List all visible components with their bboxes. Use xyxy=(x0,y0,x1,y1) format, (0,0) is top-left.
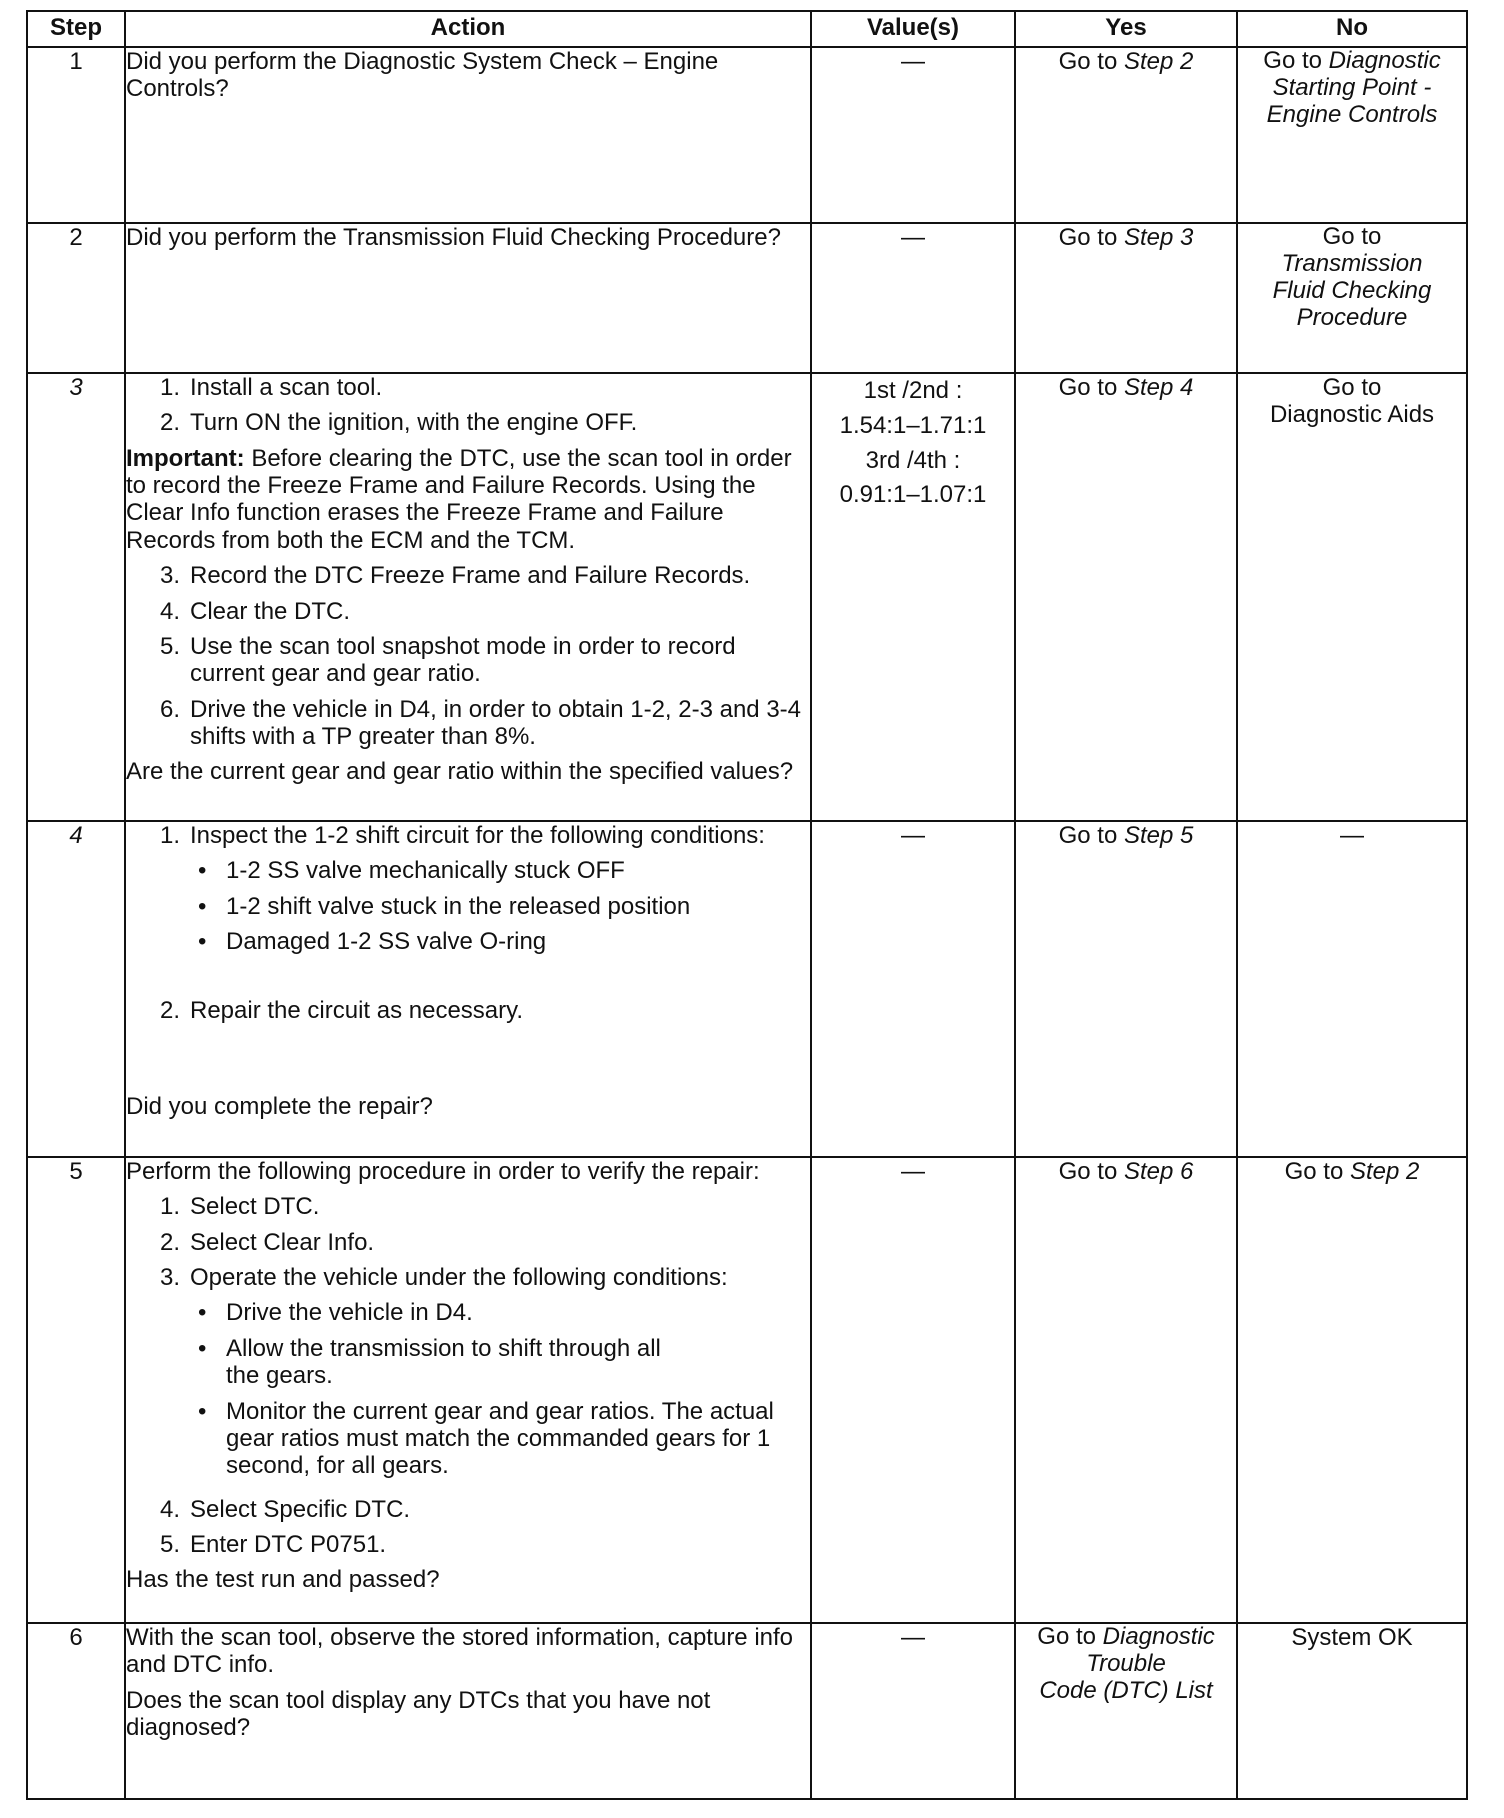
list-text: Drive the vehicle in D4, in order to obtain 1-2, 2-3 and 3-4 shifts with a TP greater than 8%. xyxy=(190,695,802,750)
no-link-line-1: Diagnostic xyxy=(1328,47,1441,74)
no-link-line-3: Procedure xyxy=(1296,303,1408,331)
yes-step-link: Step 3 xyxy=(1123,224,1194,251)
bullet-text: Monitor the current gear and gear ratios. The actual gear ratios must match the commanded gears for 1 second, for all gears. xyxy=(226,1397,774,1480)
bullet-icon: • xyxy=(198,1397,207,1425)
step-number: 1 xyxy=(27,47,125,223)
no-prefix: Go to xyxy=(1263,47,1329,74)
value-line: 1.54:1–1.71:1 xyxy=(839,411,987,439)
yes-prefix: Go to xyxy=(1058,224,1124,251)
action-steps-list xyxy=(126,822,810,1025)
list-number: 3. xyxy=(159,562,180,590)
bullet-icon: • xyxy=(198,1299,207,1327)
list-text-wrap xyxy=(190,1264,810,1488)
no-cell: System OK xyxy=(1237,1623,1467,1799)
list-item xyxy=(126,1496,810,1523)
list-number: 1. xyxy=(159,1193,180,1221)
yes-step-link: Step 2 xyxy=(1123,48,1194,75)
action-text xyxy=(125,1157,811,1623)
no-prefix: Go to xyxy=(1284,1158,1350,1185)
action-steps-list xyxy=(126,562,810,750)
value-cell: — xyxy=(811,47,1015,223)
important-label: Important: xyxy=(126,444,245,472)
important-text: Before clearing the DTC, use the scan tool in order to record the Freeze Frame and Failure Records. Using the Clear Info function erases the Freeze Frame and Failure Records from both the ECM and the TCM. xyxy=(126,444,792,554)
table-row xyxy=(27,821,1467,1157)
yes-step-link: Step 5 xyxy=(1123,822,1194,849)
no-link-line-2: Starting Point - xyxy=(1272,73,1432,101)
list-item xyxy=(126,1229,810,1256)
bullet-text: 1-2 SS valve mechanically stuck OFF xyxy=(226,857,625,885)
list-item xyxy=(126,1193,810,1220)
value-cell: — xyxy=(811,223,1015,373)
value-cell: — xyxy=(811,821,1015,1157)
list-text: Inspect the 1-2 shift circuit for the following conditions: xyxy=(190,822,765,849)
value-cell: — xyxy=(811,1623,1015,1799)
list-text: Select Clear Info. xyxy=(190,1228,375,1256)
action-question: Did you complete the repair? xyxy=(126,1092,433,1120)
list-text: Repair the circuit as necessary. xyxy=(190,997,524,1025)
no-cell xyxy=(1237,373,1467,821)
yes-step-link: Step 4 xyxy=(1123,374,1194,401)
bullet-icon: • xyxy=(198,892,207,920)
action-question: Has the test run and passed? xyxy=(126,1566,440,1594)
yes-cell xyxy=(1015,821,1237,1157)
list-item xyxy=(126,409,810,436)
table-row xyxy=(27,373,1467,821)
yes-cell xyxy=(1015,373,1237,821)
value-cell: — xyxy=(811,1157,1015,1623)
action-text xyxy=(125,223,811,373)
value-line: 3rd /4th : xyxy=(865,446,961,474)
list-text: Select Specific DTC. xyxy=(190,1495,411,1523)
action-question: Did you perform the Transmission Fluid Checking Procedure? xyxy=(126,224,781,251)
list-number: 3. xyxy=(159,1264,180,1292)
list-number: 4. xyxy=(159,1495,180,1523)
table-row xyxy=(27,223,1467,373)
step-number: 6 xyxy=(27,1623,125,1799)
list-item xyxy=(126,598,810,625)
step-number: 4 xyxy=(27,821,125,1157)
condition-bullets xyxy=(190,857,810,955)
condition-bullets xyxy=(190,1299,810,1479)
list-number: 4. xyxy=(159,597,180,625)
no-cell: — xyxy=(1237,821,1467,1157)
yes-prefix: Go to xyxy=(1058,822,1124,849)
no-cell xyxy=(1237,223,1467,373)
list-text: Install a scan tool. xyxy=(190,374,383,401)
value-cell xyxy=(811,373,1015,821)
bullet-item xyxy=(190,928,810,955)
list-text: Select DTC. xyxy=(190,1193,320,1221)
list-item xyxy=(126,374,810,401)
action-text xyxy=(125,47,811,223)
bullet-item xyxy=(190,893,810,920)
step-number: 2 xyxy=(27,223,125,373)
list-number: 2. xyxy=(159,997,180,1025)
bullet-item xyxy=(190,857,810,884)
action-steps-list xyxy=(126,1193,810,1558)
bullet-item xyxy=(190,1335,810,1390)
bullet-icon: • xyxy=(198,1334,207,1362)
table-row xyxy=(27,1157,1467,1623)
bullet-text: Damaged 1-2 SS valve O-ring xyxy=(226,928,547,956)
list-item xyxy=(126,1531,810,1558)
bullet-text: Allow the transmission to shift through all the gears. xyxy=(226,1334,661,1390)
yes-prefix: Go to xyxy=(1037,1623,1103,1650)
value-line: 0.91:1–1.07:1 xyxy=(839,481,987,509)
action-question: Are the current gear and gear ratio within the specified values? xyxy=(126,758,794,786)
bullet-text: Drive the vehicle in D4. xyxy=(226,1299,473,1327)
table-row xyxy=(27,1623,1467,1799)
bullet-item xyxy=(190,1299,810,1326)
list-text: Operate the vehicle under the following conditions: xyxy=(190,1264,728,1292)
bullet-icon: • xyxy=(198,857,207,885)
action-intro: Perform the following procedure in order to verify the repair: xyxy=(126,1158,760,1185)
list-number: 5. xyxy=(159,1530,180,1558)
bullet-icon: • xyxy=(198,928,207,956)
diagnostic-table xyxy=(26,10,1468,1800)
list-item xyxy=(126,696,810,751)
list-item xyxy=(126,633,810,688)
list-text: Record the DTC Freeze Frame and Failure Records. xyxy=(190,562,751,590)
list-text: Turn ON the ignition, with the engine OFF. xyxy=(190,409,638,437)
yes-cell xyxy=(1015,1623,1237,1799)
action-question: Does the scan tool display any DTCs that you have not diagnosed? xyxy=(126,1686,711,1742)
no-line-1: Go to xyxy=(1322,374,1382,401)
value-line: 1st /2nd : xyxy=(863,377,963,404)
header-values: Value(s) xyxy=(811,11,1015,47)
list-number: 1. xyxy=(159,374,180,401)
no-line-2: Diagnostic Aids xyxy=(1269,401,1435,429)
yes-link-line-1: Diagnostic xyxy=(1102,1623,1215,1650)
list-item xyxy=(126,1264,810,1488)
action-text xyxy=(125,821,811,1157)
action-instruction: With the scan tool, observe the stored information, capture info and DTC info. xyxy=(126,1624,794,1679)
no-step-link: Step 2 xyxy=(1349,1158,1420,1185)
header-row xyxy=(27,11,1467,47)
yes-cell xyxy=(1015,223,1237,373)
list-text: Clear the DTC. xyxy=(190,597,351,625)
list-text-wrap xyxy=(190,822,810,963)
yes-cell xyxy=(1015,1157,1237,1623)
header-no: No xyxy=(1237,11,1467,47)
list-number: 5. xyxy=(159,632,180,660)
list-number: 6. xyxy=(159,695,180,723)
list-item xyxy=(126,562,810,589)
yes-link-line-3: Code (DTC) List xyxy=(1039,1676,1213,1704)
list-text: Use the scan tool snapshot mode in order to record current gear and gear ratio. xyxy=(190,632,736,688)
yes-prefix: Go to xyxy=(1058,1158,1124,1185)
no-prefix: Go to xyxy=(1322,223,1382,250)
no-link-line-1: Transmission xyxy=(1281,249,1423,277)
list-text: Enter DTC P0751. xyxy=(190,1530,387,1558)
action-question: Did you perform the Diagnostic System Check – Engine Controls? xyxy=(126,48,719,103)
yes-link-line-2: Trouble xyxy=(1086,1649,1166,1677)
bullet-text: 1-2 shift valve stuck in the released position xyxy=(226,892,691,920)
no-cell xyxy=(1237,47,1467,223)
bullet-item xyxy=(190,1398,810,1480)
header-yes: Yes xyxy=(1015,11,1237,47)
no-cell xyxy=(1237,1157,1467,1623)
header-action: Action xyxy=(125,11,811,47)
list-item xyxy=(126,997,810,1024)
list-number: 1. xyxy=(159,822,180,849)
yes-cell xyxy=(1015,47,1237,223)
yes-prefix: Go to xyxy=(1058,374,1124,401)
list-item xyxy=(126,822,810,963)
list-number: 2. xyxy=(159,409,180,437)
action-text xyxy=(125,373,811,821)
header-step: Step xyxy=(27,11,125,47)
no-link-line-2: Fluid Checking xyxy=(1272,276,1432,304)
action-text xyxy=(125,1623,811,1799)
no-link-line-3: Engine Controls xyxy=(1266,100,1438,128)
yes-step-link: Step 6 xyxy=(1123,1158,1194,1185)
yes-prefix: Go to xyxy=(1058,48,1124,75)
action-steps-list xyxy=(126,374,810,437)
step-number: 3 xyxy=(27,373,125,821)
important-note xyxy=(126,445,810,554)
step-number: 5 xyxy=(27,1157,125,1623)
list-number: 2. xyxy=(159,1228,180,1256)
table-row xyxy=(27,47,1467,223)
